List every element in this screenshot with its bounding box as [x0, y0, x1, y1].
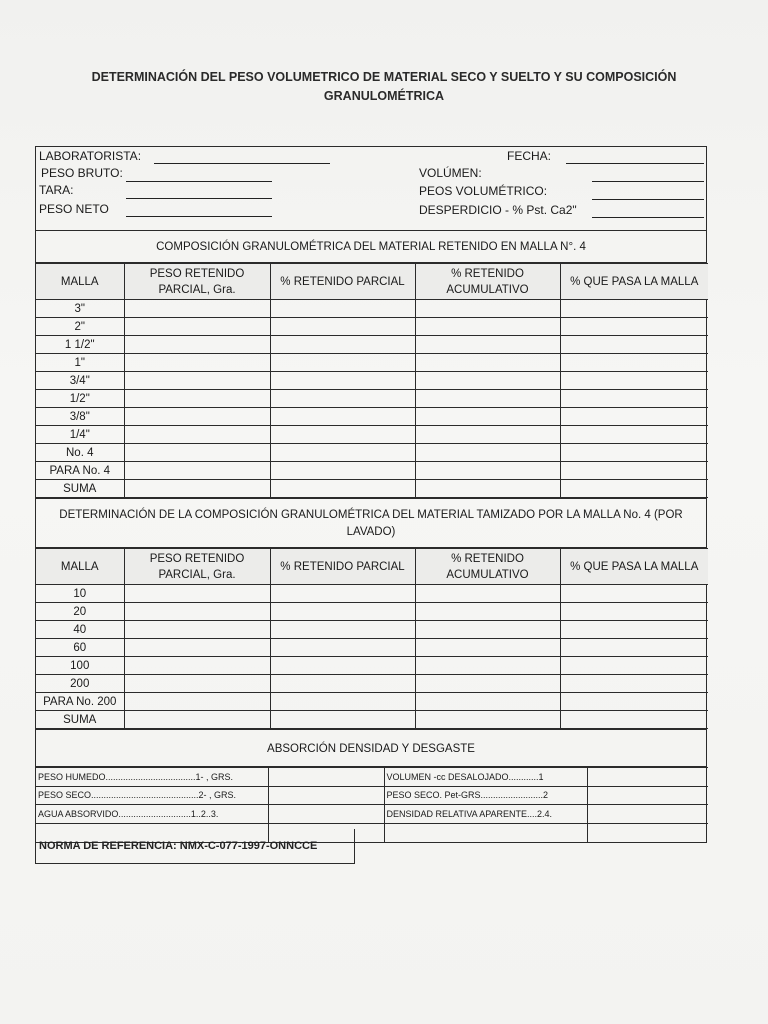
- column-header: PESO RETENIDO PARCIAL, Gra.: [124, 264, 270, 300]
- entry-cell[interactable]: [560, 711, 708, 729]
- entry-cell[interactable]: [560, 639, 708, 657]
- entry-cell[interactable]: [560, 300, 708, 318]
- entry-cell[interactable]: [415, 408, 560, 426]
- entry-cell[interactable]: [560, 462, 708, 480]
- entry-cell[interactable]: [268, 786, 384, 805]
- laboratorista-line[interactable]: [154, 163, 330, 164]
- entry-cell[interactable]: [124, 372, 270, 390]
- entry-cell[interactable]: [560, 603, 708, 621]
- column-header: MALLA: [36, 549, 124, 585]
- entry-cell[interactable]: [268, 805, 384, 824]
- malla-label: 2": [36, 318, 124, 336]
- entry-cell[interactable]: [560, 372, 708, 390]
- malla-label: 3/4": [36, 372, 124, 390]
- entry-cell[interactable]: [560, 675, 708, 693]
- property-label: PESO HUMEDO....................................1- , GRS.: [36, 768, 268, 787]
- table-row: [36, 480, 708, 498]
- entry-cell[interactable]: [415, 675, 560, 693]
- entry-cell[interactable]: [124, 639, 270, 657]
- entry-cell[interactable]: [415, 444, 560, 462]
- section1-table: [36, 263, 708, 498]
- section3-title: ABSORCIÓN DENSIDAD Y DESGASTE: [36, 729, 706, 767]
- malla-label: 1": [36, 354, 124, 372]
- entry-cell[interactable]: [587, 805, 708, 824]
- entry-cell[interactable]: [270, 585, 415, 603]
- malla-label: PARA No. 4: [36, 462, 124, 480]
- entry-cell[interactable]: [560, 354, 708, 372]
- entry-cell[interactable]: [415, 462, 560, 480]
- table-row: [36, 786, 708, 805]
- column-header: % QUE PASA LA MALLA: [560, 264, 708, 300]
- entry-cell[interactable]: [270, 336, 415, 354]
- laboratorista-label: LABORATORISTA:: [39, 149, 142, 163]
- entry-cell[interactable]: [124, 444, 270, 462]
- table-row: [36, 675, 708, 693]
- peso-neto-label: PESO NETO: [39, 202, 109, 216]
- malla-label: 3": [36, 300, 124, 318]
- column-header: % RETENIDO PARCIAL: [270, 549, 415, 585]
- column-header: MALLA: [36, 264, 124, 300]
- malla-label: 1/4": [36, 426, 124, 444]
- entry-cell[interactable]: [124, 300, 270, 318]
- entry-cell[interactable]: [270, 693, 415, 711]
- column-header: PESO RETENIDO PARCIAL, Gra.: [124, 549, 270, 585]
- entry-cell[interactable]: [124, 318, 270, 336]
- entry-cell[interactable]: [587, 768, 708, 787]
- volumen-line[interactable]: [592, 181, 704, 182]
- entry-cell[interactable]: [560, 426, 708, 444]
- peso-bruto-line[interactable]: [126, 181, 272, 182]
- entry-cell[interactable]: [560, 318, 708, 336]
- entry-cell[interactable]: [560, 408, 708, 426]
- table-row: [36, 426, 708, 444]
- entry-cell[interactable]: [124, 336, 270, 354]
- desperdicio-label: DESPERDICIO - % Pst. Ca2": [419, 203, 577, 217]
- table-row: [36, 408, 708, 426]
- table-row: [36, 768, 708, 787]
- entry-cell[interactable]: [415, 336, 560, 354]
- entry-cell[interactable]: [124, 462, 270, 480]
- entry-cell[interactable]: [270, 318, 415, 336]
- entry-cell[interactable]: [270, 444, 415, 462]
- entry-cell[interactable]: [587, 823, 708, 842]
- column-header: % RETENIDO ACUMULATIVO: [415, 264, 560, 300]
- table-row: [36, 805, 708, 824]
- table-row: [36, 444, 708, 462]
- entry-cell[interactable]: [270, 639, 415, 657]
- document-title: [40, 68, 728, 106]
- entry-cell[interactable]: [415, 372, 560, 390]
- entry-cell[interactable]: [560, 390, 708, 408]
- entry-cell[interactable]: [270, 354, 415, 372]
- table-row: [36, 693, 708, 711]
- entry-cell[interactable]: [270, 390, 415, 408]
- table-row: [36, 585, 708, 603]
- entry-cell[interactable]: [560, 621, 708, 639]
- table-row: [36, 639, 708, 657]
- entry-cell[interactable]: [560, 657, 708, 675]
- tara-label: TARA:: [39, 183, 74, 197]
- property-label: DENSIDAD RELATIVA APARENTE....2.4.: [384, 805, 587, 824]
- entry-cell[interactable]: [270, 300, 415, 318]
- fecha-line[interactable]: [566, 163, 704, 164]
- table-row: [36, 621, 708, 639]
- malla-label: 10: [36, 585, 124, 603]
- table-row: [36, 603, 708, 621]
- entry-cell[interactable]: [415, 318, 560, 336]
- entry-cell[interactable]: [124, 603, 270, 621]
- malla-label: SUMA: [36, 480, 124, 498]
- entry-cell[interactable]: [124, 480, 270, 498]
- entry-cell[interactable]: [124, 426, 270, 444]
- entry-cell[interactable]: [415, 354, 560, 372]
- property-label: PESO SECO...........................................2- , GRS.: [36, 786, 268, 805]
- header-info: [36, 147, 706, 231]
- peso-bruto-label: PESO BRUTO:: [41, 166, 123, 180]
- section1-title: COMPOSICIÓN GRANULOMÉTRICA DEL MATERIAL RETENIDO EN MALLA N°. 4: [36, 231, 706, 263]
- form-frame: [35, 146, 707, 843]
- entry-cell[interactable]: [415, 603, 560, 621]
- entry-cell[interactable]: [560, 480, 708, 498]
- table-row: [36, 711, 708, 729]
- malla-label: 200: [36, 675, 124, 693]
- title-line-1: DETERMINACIÓN DEL PESO VOLUMETRICO DE MATERIAL SECO Y SUELTO Y SU COMPOSICIÓN: [91, 70, 677, 84]
- entry-cell[interactable]: [124, 675, 270, 693]
- table-row: [36, 336, 708, 354]
- table-row: [36, 462, 708, 480]
- entry-cell[interactable]: [270, 372, 415, 390]
- entry-cell[interactable]: [560, 585, 708, 603]
- entry-cell[interactable]: [124, 621, 270, 639]
- entry-cell[interactable]: [124, 585, 270, 603]
- entry-cell[interactable]: [415, 480, 560, 498]
- entry-cell[interactable]: [270, 711, 415, 729]
- malla-label: 3/8": [36, 408, 124, 426]
- column-header: % QUE PASA LA MALLA: [560, 549, 708, 585]
- table-row: [36, 657, 708, 675]
- entry-cell[interactable]: [268, 768, 384, 787]
- entry-cell[interactable]: [270, 480, 415, 498]
- entry-cell[interactable]: [270, 408, 415, 426]
- entry-cell[interactable]: [415, 390, 560, 408]
- entry-cell[interactable]: [124, 657, 270, 675]
- malla-label: SUMA: [36, 711, 124, 729]
- malla-label: 1/2": [36, 390, 124, 408]
- entry-cell[interactable]: [124, 711, 270, 729]
- entry-cell[interactable]: [415, 711, 560, 729]
- norma-referencia: NORMA DE REFERENCIA: NMX-C-077-1997-ONNCCE: [35, 829, 355, 864]
- malla-label: PARA No. 200: [36, 693, 124, 711]
- entry-cell[interactable]: [124, 390, 270, 408]
- table-row: [36, 354, 708, 372]
- column-header: % RETENIDO ACUMULATIVO: [415, 549, 560, 585]
- property-label: PESO SECO. Pet-GRS.........................2: [384, 786, 587, 805]
- malla-label: No. 4: [36, 444, 124, 462]
- peso-neto-line[interactable]: [126, 216, 272, 217]
- entry-cell[interactable]: [270, 675, 415, 693]
- entry-cell[interactable]: [415, 693, 560, 711]
- column-header: % RETENIDO PARCIAL: [270, 264, 415, 300]
- fecha-label: FECHA:: [507, 149, 552, 163]
- section2-title: DETERMINACIÓN DE LA COMPOSICIÓN GRANULOMÉTRICA DEL MATERIAL TAMIZADO POR LA MALLA No. 4 (POR LAVADO): [36, 498, 706, 548]
- entry-cell[interactable]: [124, 693, 270, 711]
- entry-cell[interactable]: [560, 444, 708, 462]
- desperdicio-line[interactable]: [592, 217, 704, 218]
- entry-cell[interactable]: [124, 408, 270, 426]
- entry-cell[interactable]: [270, 603, 415, 621]
- entry-cell[interactable]: [270, 621, 415, 639]
- property-label: AGUA ABSORVIDO.............................1..2..3.: [36, 805, 268, 824]
- table-row: [36, 390, 708, 408]
- entry-cell[interactable]: [415, 300, 560, 318]
- title-line-2: GRANULOMÉTRICA: [323, 89, 445, 103]
- tara-line[interactable]: [126, 198, 272, 199]
- table-row: [36, 372, 708, 390]
- malla-label: 40: [36, 621, 124, 639]
- peso-volumetrico-line[interactable]: [592, 199, 704, 200]
- entry-cell[interactable]: [270, 462, 415, 480]
- table-row: [36, 300, 708, 318]
- entry-cell[interactable]: [587, 786, 708, 805]
- entry-cell[interactable]: [415, 639, 560, 657]
- peso-volumetrico-label: PEOS VOLUMÉTRICO:: [419, 184, 548, 198]
- entry-cell[interactable]: [415, 621, 560, 639]
- table-row: [36, 318, 708, 336]
- volumen-label: VOLÚMEN:: [419, 166, 482, 180]
- section2-table: [36, 548, 708, 729]
- entry-cell[interactable]: [270, 657, 415, 675]
- malla-label: 100: [36, 657, 124, 675]
- entry-cell[interactable]: [560, 336, 708, 354]
- malla-label: 20: [36, 603, 124, 621]
- property-label: [384, 823, 587, 842]
- malla-label: 60: [36, 639, 124, 657]
- entry-cell[interactable]: [124, 354, 270, 372]
- entry-cell[interactable]: [415, 657, 560, 675]
- property-label: VOLUMEN -cc DESALOJADO............1: [384, 768, 587, 787]
- malla-label: 1 1/2": [36, 336, 124, 354]
- entry-cell[interactable]: [415, 426, 560, 444]
- entry-cell[interactable]: [415, 585, 560, 603]
- entry-cell[interactable]: [270, 426, 415, 444]
- entry-cell[interactable]: [560, 693, 708, 711]
